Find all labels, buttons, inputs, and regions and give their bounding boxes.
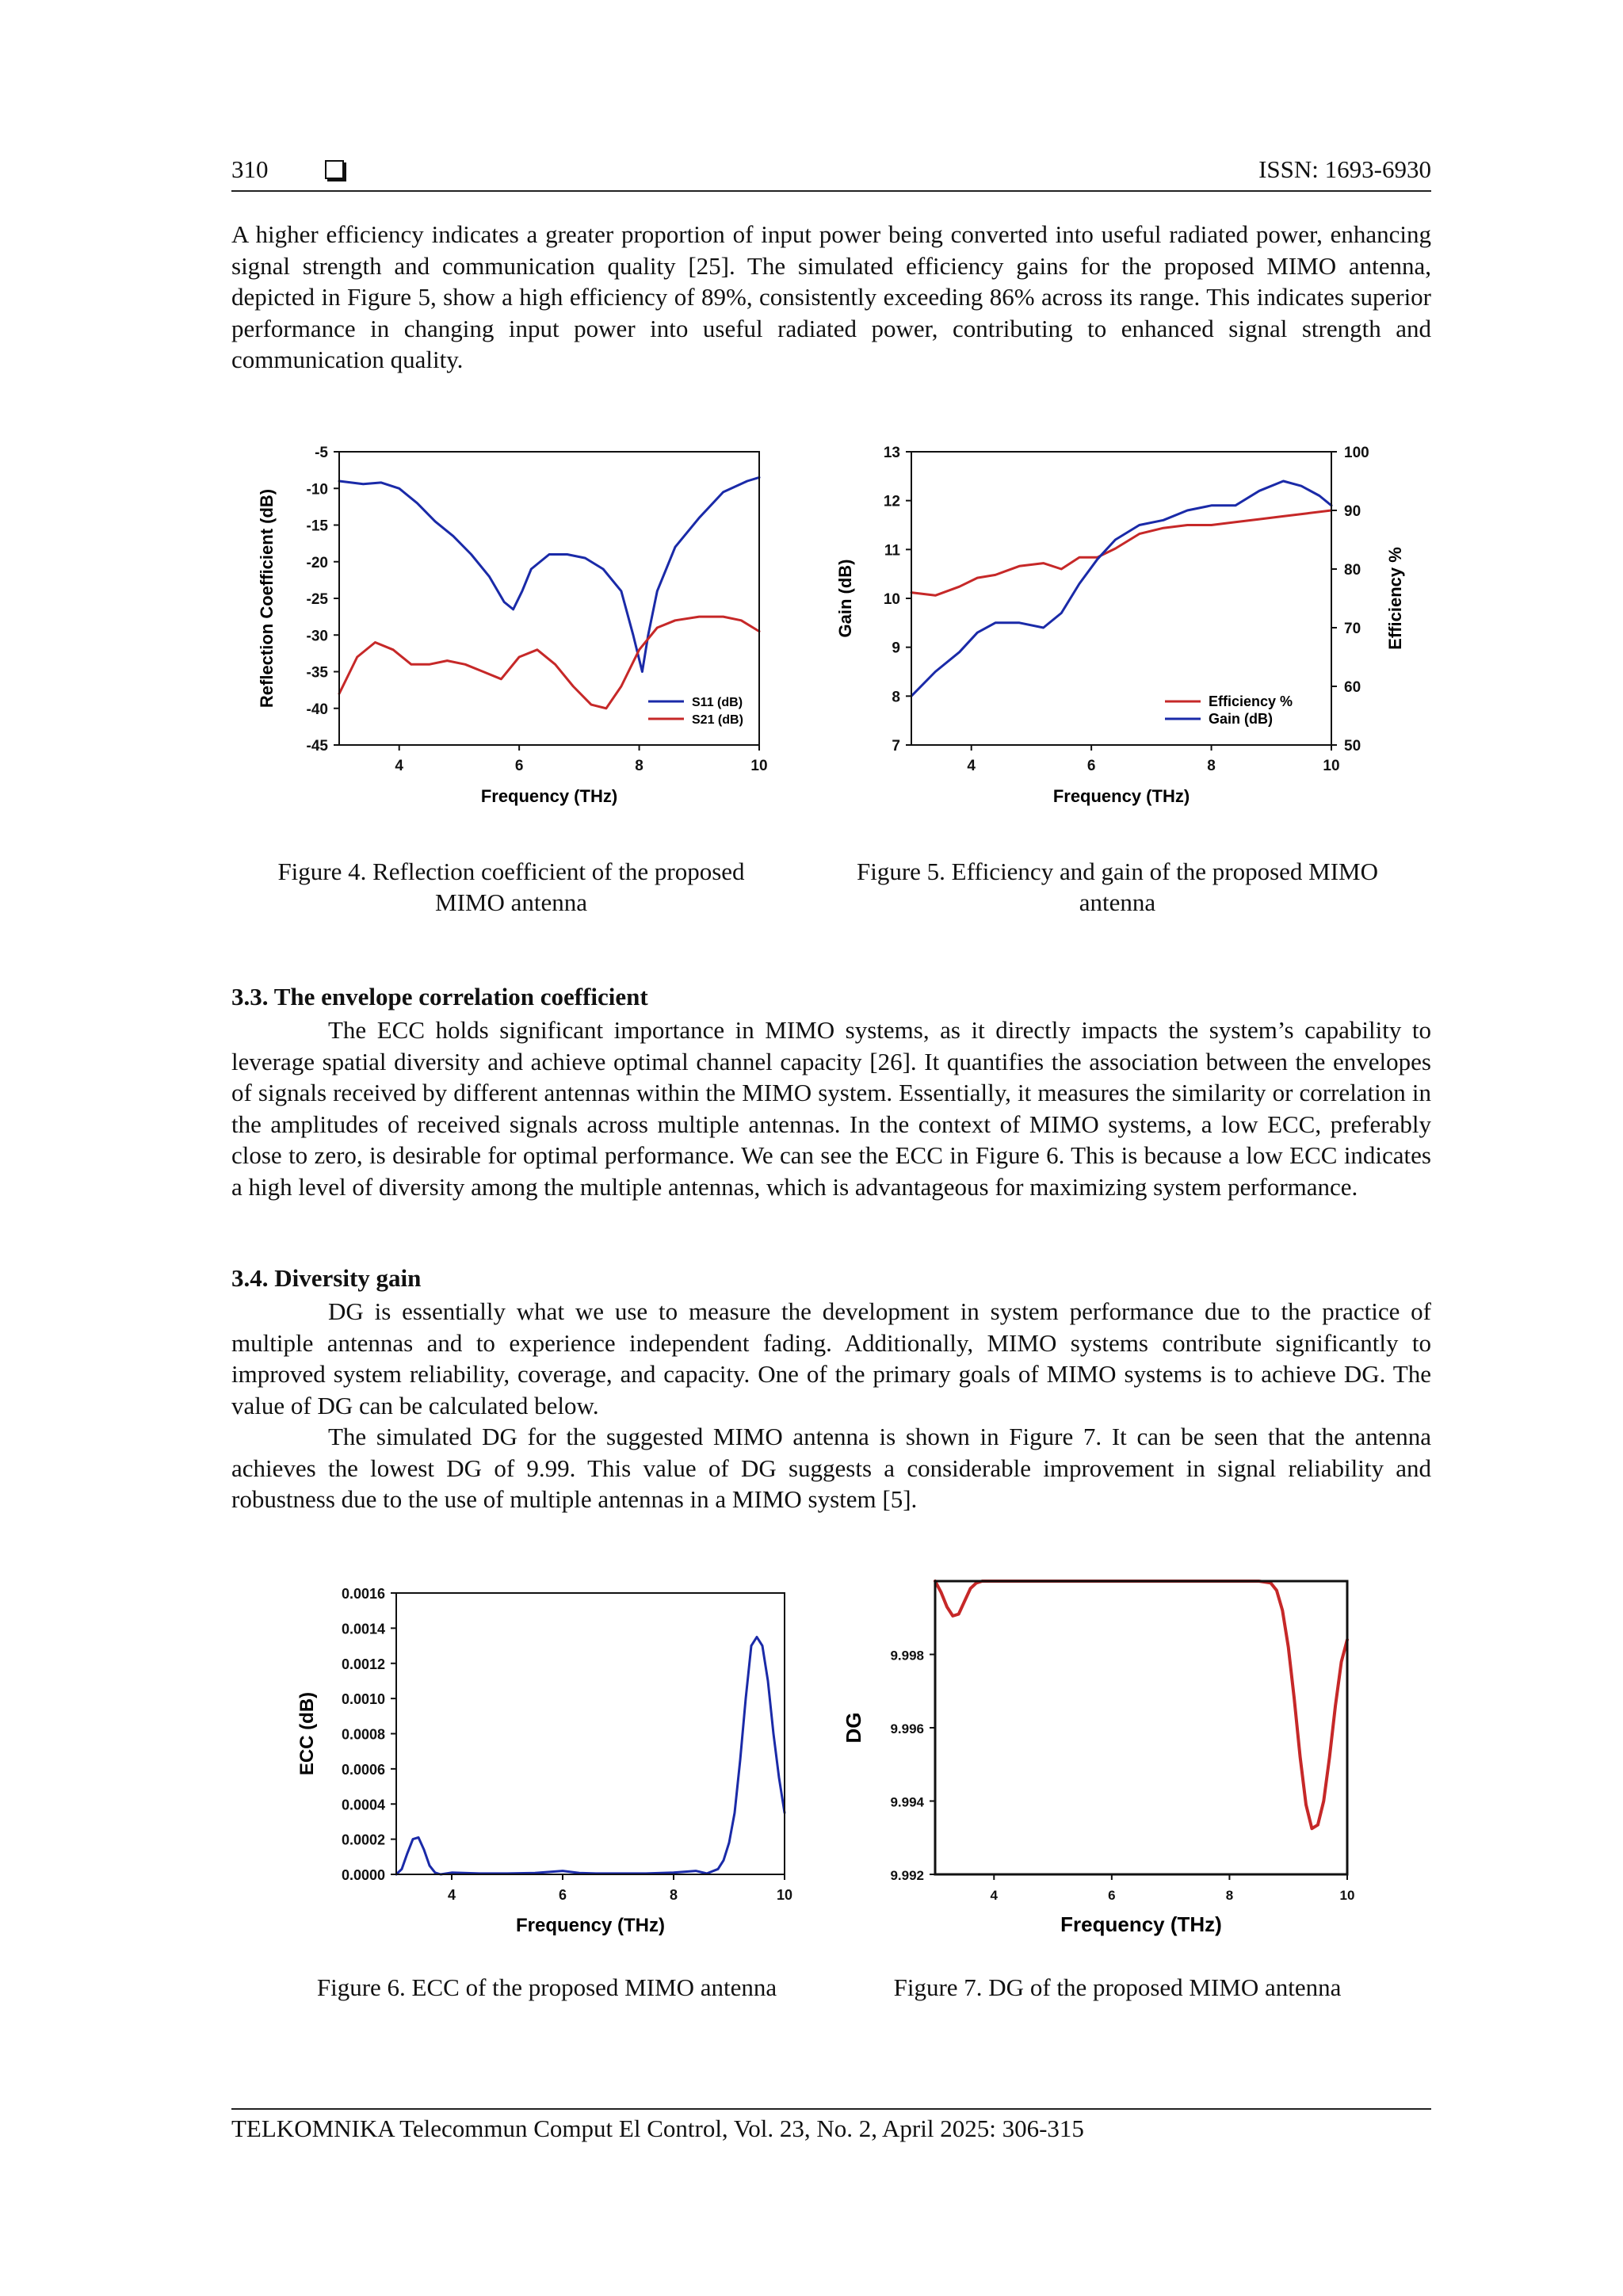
x-tick-label: 4 [447,1887,456,1903]
y-tick-label: -40 [306,701,328,718]
series-line-ecc [396,1637,785,1875]
issn: ISSN: 1693-6930 [1258,155,1431,183]
y-right-tick-label: 50 [1344,738,1361,755]
figure-6-xlabel: Frequency (THz) [515,1915,666,1936]
y-tick-label: 12 [883,493,900,510]
y-tick-label: -30 [306,628,328,645]
figure-6-caption: Figure 6. ECC of the proposed MIMO antenna [316,1973,777,2001]
y-tick-label: -20 [306,554,328,571]
x-tick-label: 10 [1339,1888,1355,1903]
y-tick-label: 0.0012 [341,1656,385,1672]
x-tick-label: 10 [776,1887,793,1903]
x-tick-label: 8 [669,1887,678,1903]
y-tick-label: 9.992 [890,1868,924,1883]
x-tick-label: 6 [1108,1888,1116,1903]
y-tick-label: 9 [892,640,900,657]
x-tick-label: 4 [395,758,404,774]
figure-7-caption: Figure 7. DG of the proposed MIMO antenna [893,1973,1342,2001]
y-tick-label: 0.0014 [341,1621,385,1637]
figure-7-xlabel: Frequency (THz) [1060,1912,1222,1936]
figure-4-legend-s21: S21 (dB) [692,713,743,727]
y-tick-label: 8 [892,689,900,706]
figure-6-chart [285,1577,808,1950]
x-tick-label: 8 [1207,758,1216,774]
figure-6-ylabel: ECC (dB) [296,1691,318,1776]
figure-5-caption: Figure 5. Efficiency and gain of the proposed MIMO antenna [856,858,1379,916]
x-tick-label: 8 [1225,1888,1234,1903]
page-footer: TELKOMNIKA Telecommun Comput El Control, Vol. 23, No. 2, April 2025: 306-315 [231,2108,1431,2143]
section-3-3-heading: 3.3. The envelope correlation coefficient [231,983,648,1010]
y-tick-label: 0.0006 [341,1761,385,1778]
y-tick-label: 0.0004 [341,1797,385,1813]
x-tick-label: 8 [635,758,643,774]
figure-5-legend-efficiency: Efficiency % [1209,693,1293,709]
figure-4-legend-s11: S11 (dB) [692,696,743,709]
page-number: 310 [231,155,269,183]
y-tick-label: 9.996 [890,1721,924,1736]
header-box-icon [325,160,344,179]
y-tick-label: -5 [315,445,328,461]
y-right-tick-label: 60 [1344,679,1361,696]
section-3-4-paragraph-2: The simulated DG for the suggested MIMO antenna is shown in Figure 7. It can be seen that the antenna achieves the lowest DG of 9.99. This value of DG suggests a considerable improvement in signal reliability and robustness due to the use of multiple antennas in a MIMO system [5]. [231,1423,1431,1513]
y-tick-label: 9.998 [890,1648,924,1664]
y-tick-label: 7 [892,738,900,755]
section-3-4-paragraph-1: DG is essentially what we use to measure the development in system performance due to the practice of multiple antennas and to experience independent fading. Additionally, MIMO systems contribute significantly to improved system reliability, coverage, and capacity. One of the primary goals of MIMO systems is to achieve DG. The value of DG can be calculated below. [231,1297,1431,1419]
y-tick-label: 0.0002 [341,1832,385,1848]
y-tick-label: -35 [306,664,328,682]
figure-4-chart [254,432,792,828]
y-right-tick-label: 100 [1344,445,1369,461]
figure-5-legend-gain: Gain (dB) [1209,711,1273,727]
x-tick-label: 10 [750,758,768,774]
x-tick-label: 6 [1086,758,1096,774]
y-tick-label: -10 [306,481,328,499]
y-right-tick-label: 70 [1344,621,1361,637]
figure-4-caption: Figure 4. Reflection coefficient of the proposed MIMO antenna [277,858,745,916]
series-line-s11-db- [339,477,759,671]
y-tick-label: -25 [306,591,328,608]
page-header [231,155,1431,192]
x-tick-label: 4 [990,1888,999,1903]
figure-4-xlabel: Frequency (THz) [480,786,618,806]
x-tick-label: 6 [558,1887,567,1903]
series-line-gain-db- [911,481,1331,696]
series-line-dg [935,1581,1347,1828]
y-right-tick-label: 90 [1344,503,1361,520]
figure-5-xlabel: Frequency (THz) [1052,786,1190,806]
figure-5-ylabel-right: Efficiency % [1385,547,1405,650]
y-right-tick-label: 80 [1344,562,1361,579]
y-tick-label: 0.0008 [341,1726,385,1743]
y-tick-label: 13 [883,445,900,461]
x-tick-label: 6 [514,758,524,774]
figure-4-ylabel: Reflection Coefficient (dB) [257,488,277,709]
y-tick-label: 9.994 [890,1794,924,1810]
y-tick-label: -45 [306,738,328,755]
y-tick-label: 0.0000 [341,1867,385,1883]
figure-7-ylabel: DG [842,1712,865,1744]
figure-5-chart [832,432,1403,828]
figure-7-chart [840,1577,1395,1950]
section-3-4-heading: 3.4. Diversity gain [231,1264,422,1292]
section-3-3-paragraph: The ECC holds significant importance in MIMO systems, as it directly impacts the system’s capability to leverage spatial diversity and achieve optimal channel capacity [26]. It quantifies the association between the envelopes of signals received by different antennas within the MIMO system. Essentially, it measures the similarity or correlation in the amplitudes of received signals across multiple antennas. In the context of MIMO systems, a low ECC, preferably close to zero, is desirable for optimal performance. We can see the ECC in Figure 6. This is because a low ECC indicates a high level of diversity among the multiple antennas, which is advantageous for maximizing system performance. [231,1016,1431,1201]
x-tick-label: 4 [967,758,976,774]
y-tick-label: 0.0016 [341,1586,385,1602]
y-tick-label: 10 [883,591,900,608]
series-line-s21-db- [339,617,759,709]
intro-paragraph: A higher efficiency indicates a greater proportion of input power being converted into useful radiated power, enhancing signal strength and communication quality [25]. The simulated efficiency gains for the proposed MIMO antenna, depicted in Figure 5, show a high efficiency of 89%, consistently exceeding 86% across its range. This indicates superior performance in changing input power into useful radiated power, contributing to enhanced signal strength and communication quality. [231,220,1431,373]
series-line-efficiency- [911,510,1331,595]
y-tick-label: -15 [306,518,328,535]
x-tick-label: 10 [1323,758,1340,774]
figure-5-ylabel-left: Gain (dB) [835,559,855,638]
y-tick-label: 0.0010 [341,1691,385,1708]
y-tick-label: 11 [884,542,900,560]
